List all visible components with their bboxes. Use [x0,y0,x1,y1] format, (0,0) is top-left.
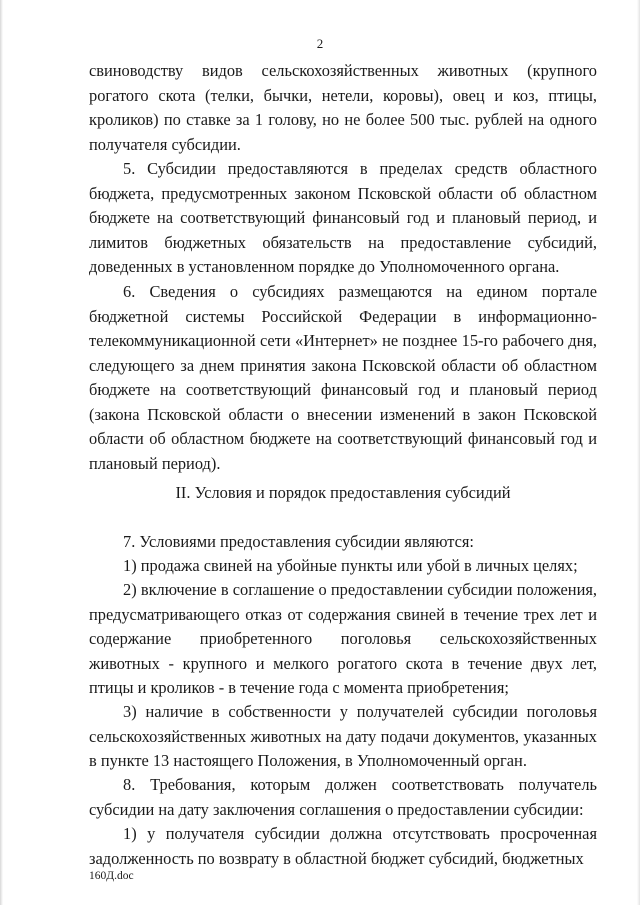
paragraph-7-item-2: 2) включение в соглашение о предоставлении субсидии положения, предусматривающего отказ от содержания свиней в течение трех лет и содержание приобретенного поголовья сельскохозяйственных животных - крупного и мелкого рогатого скота в течение двух лет, птицы и кроликов - в течение года с момента приобретения; [89,580,597,697]
paragraph-7-item-3: 3) наличие в собственности у получателей субсидии поголовья сельскохозяйственных животных на дату подачи документов, указанных в пункте 13 настоящего Положения, в Уполномоченный орган. [89,702,597,770]
paragraph-8-item-1: 1) у получателя субсидии должна отсутствовать просроченная задолженность по возврату в областной бюджет субсидий, бюджетных [89,824,597,868]
paragraph-6: 6. Сведения о субсидиях размещаются на едином портале бюджетной системы Российской Федерации в информационно-телекоммуникационной сети «Интернет» не позднее 15-го рабочего дня, следующего за днем принятия закона Псковской области об областном бюджете на соответствующий финансовый год и плановый период (закона Псковской области о внесении изменений в закон Псковской области об областном бюджете на соответствующий финансовый год и плановый период). [89,282,597,473]
scan-edge-left [0,0,3,905]
paragraph-continuation: свиноводству видов сельскохозяйственных животных (крупного рогатого скота (телки, бычки, нетели, коровы), овец и коз, птицы, кроликов) по ставке за 1 голову, но не более 500 тыс. рублей на одного получателя субсидии. [89,61,597,154]
paragraph-5: 5. Субсидии предоставляются в пределах средств областного бюджета, предусмотренных законом Псковской области об областном бюджете на соответствующий финансовый год и плановый период, и лимитов бюджетных обязательств на предоставление субсидий, доведенных в установленном порядке до Уполномоченного органа. [89,159,597,276]
file-name-footer: 160Д.doc [89,870,134,882]
page-number: 2 [316,36,324,51]
paragraph-8: 8. Требования, которым должен соответствовать получатель субсидии на дату заключения соглашения о предоставлении субсидии: [89,775,597,819]
section-heading: II. Условия и порядок предоставления субсидий [175,483,511,502]
paragraph-7-item-1: 1) продажа свиней на убойные пункты или убой в личных целях; [123,556,578,575]
paragraph-7: 7. Условиями предоставления субсидии являются: [123,532,474,551]
